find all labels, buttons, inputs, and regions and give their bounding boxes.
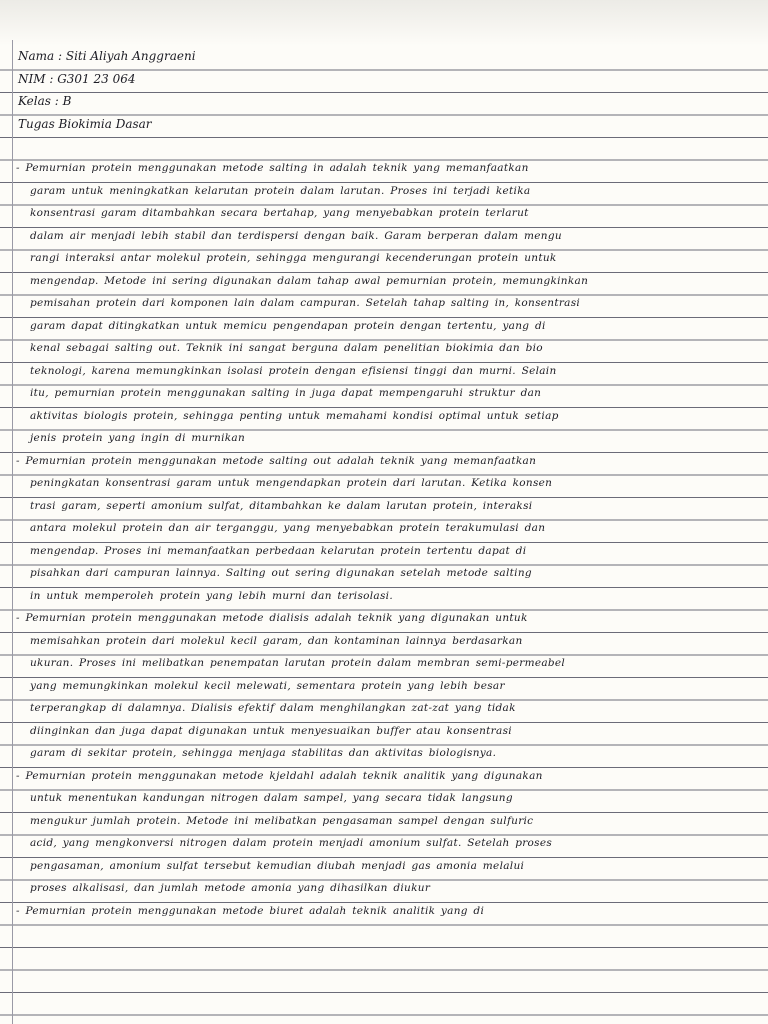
page-top-edge bbox=[0, 0, 768, 46]
text-line: aktivitas biologis protein, sehingga penting untuk memahami kondisi optimal untuk setiap bbox=[30, 409, 559, 422]
text-line: proses alkalisasi, dan jumlah metode amonia yang dihasilkan diukur bbox=[30, 882, 431, 894]
text-line: - Pemurnian protein menggunakan metode salting in adalah teknik yang memanfaatkan bbox=[16, 162, 529, 174]
paragraph-salting-in bbox=[16, 156, 758, 449]
text-line: trasi garam, seperti amonium sulfat, ditambahkan ke dalam larutan protein, interaksi bbox=[30, 499, 533, 512]
student-id-line: NIM : G301 23 064 bbox=[18, 71, 136, 86]
class-line: Kelas : B bbox=[18, 94, 72, 108]
text-line: diinginkan dan juga dapat digunakan untuk menyesuaikan buffer atau konsentrasi bbox=[30, 724, 512, 737]
paragraph-biuret bbox=[16, 899, 758, 922]
text-line: rangi interaksi antar molekul protein, sehingga mengurangi kecenderungan protein untuk bbox=[30, 252, 557, 264]
text-line: - Pemurnian protein menggunakan metode salting out adalah teknik yang memanfaatkan bbox=[16, 454, 537, 467]
text-line: - Pemurnian protein menggunakan metode kjeldahl adalah teknik analitik yang digunakan bbox=[16, 769, 543, 782]
text-line: acid, yang mengkonversi nitrogen dalam protein menjadi amonium sulfat. Setelah proses bbox=[30, 837, 553, 849]
text-line: kenal sebagai salting out. Teknik ini sangat berguna dalam penelitian biokimia dan bio bbox=[30, 342, 543, 354]
text-line: itu, pemurnian protein menggunakan salting in juga dapat mempengaruhi struktur dan bbox=[30, 387, 542, 399]
student-name-line: Nama : Siti Aliyah Anggraeni bbox=[18, 49, 196, 63]
text-line: mengendap. Metode ini sering digunakan dalam tahap awal pemurnian protein, memungkinkan bbox=[30, 274, 589, 287]
paragraph-salting-out bbox=[16, 449, 758, 607]
text-line: pengasaman, amonium sulfat tersebut kemudian diubah menjadi gas amonia melalui bbox=[30, 859, 525, 872]
text-line: teknologi, karena memungkinkan isolasi protein dengan efisiensi tinggi dan murni. Selain bbox=[30, 364, 557, 377]
text-line: pemisahan protein dari komponen lain dalam campuran. Setelah tahap salting in, konsentrasi bbox=[30, 297, 581, 309]
text-line: terperangkap di dalamnya. Dialisis efektif dalam menghilangkan zat-zat yang tidak bbox=[30, 702, 516, 714]
text-line: in untuk memperoleh protein yang lebih murni dan terisolasi. bbox=[30, 589, 393, 602]
text-line: garam untuk meningkatkan kelarutan protein dalam larutan. Proses ini terjadi ketika bbox=[30, 184, 531, 197]
text-line: pisahkan dari campuran lainnya. Salting out sering digunakan setelah metode salting bbox=[30, 567, 532, 579]
text-line: memisahkan protein dari molekul kecil garam, dan kontaminan lainnya berdasarkan bbox=[30, 634, 523, 647]
paragraph-dialisis bbox=[16, 606, 758, 764]
handwritten-body bbox=[16, 156, 758, 921]
text-line: yang memungkinkan molekul kecil melewati, sementara protein yang lebih besar bbox=[30, 679, 505, 692]
assignment-title-line: Tugas Biokimia Dasar bbox=[18, 116, 152, 131]
text-line: ukuran. Proses ini melibatkan penempatan larutan protein dalam membran semi-permeabel bbox=[30, 657, 566, 669]
text-line: - Pemurnian protein menggunakan metode biuret adalah teknik analitik yang di bbox=[16, 904, 485, 917]
text-line: garam dapat ditingkatkan untuk memicu pengendapan protein dengan tertentu, yang di bbox=[30, 319, 546, 332]
text-line: garam di sekitar protein, sehingga menjaga stabilitas dan aktivitas biologisnya. bbox=[30, 747, 497, 759]
text-line: jenis protein yang ingin di murnikan bbox=[30, 432, 246, 444]
margin-line bbox=[12, 40, 13, 1024]
student-info-header bbox=[18, 45, 748, 135]
text-line: dalam air menjadi lebih stabil dan terdispersi dengan baik. Garam berperan dalam mengu bbox=[30, 229, 562, 242]
paragraph-kjeldahl bbox=[16, 764, 758, 899]
text-line: mengendap. Proses ini memanfaatkan perbedaan kelarutan protein tertentu dapat di bbox=[30, 544, 527, 557]
text-line: peningkatan konsentrasi garam untuk mengendapkan protein dari larutan. Ketika konsen bbox=[30, 477, 553, 489]
text-line: untuk menentukan kandungan nitrogen dalam sampel, yang secara tidak langsung bbox=[30, 792, 513, 804]
text-line: antara molekul protein dan air terganggu, yang menyebabkan protein terakumulasi dan bbox=[30, 522, 546, 534]
text-line: mengukur jumlah protein. Metode ini melibatkan pengasaman sampel dengan sulfuric bbox=[30, 814, 534, 827]
text-line: - Pemurnian protein menggunakan metode dialisis adalah teknik yang digunakan untuk bbox=[16, 612, 528, 624]
text-line: konsentrasi garam ditambahkan secara bertahap, yang menyebabkan protein terlarut bbox=[30, 207, 529, 219]
